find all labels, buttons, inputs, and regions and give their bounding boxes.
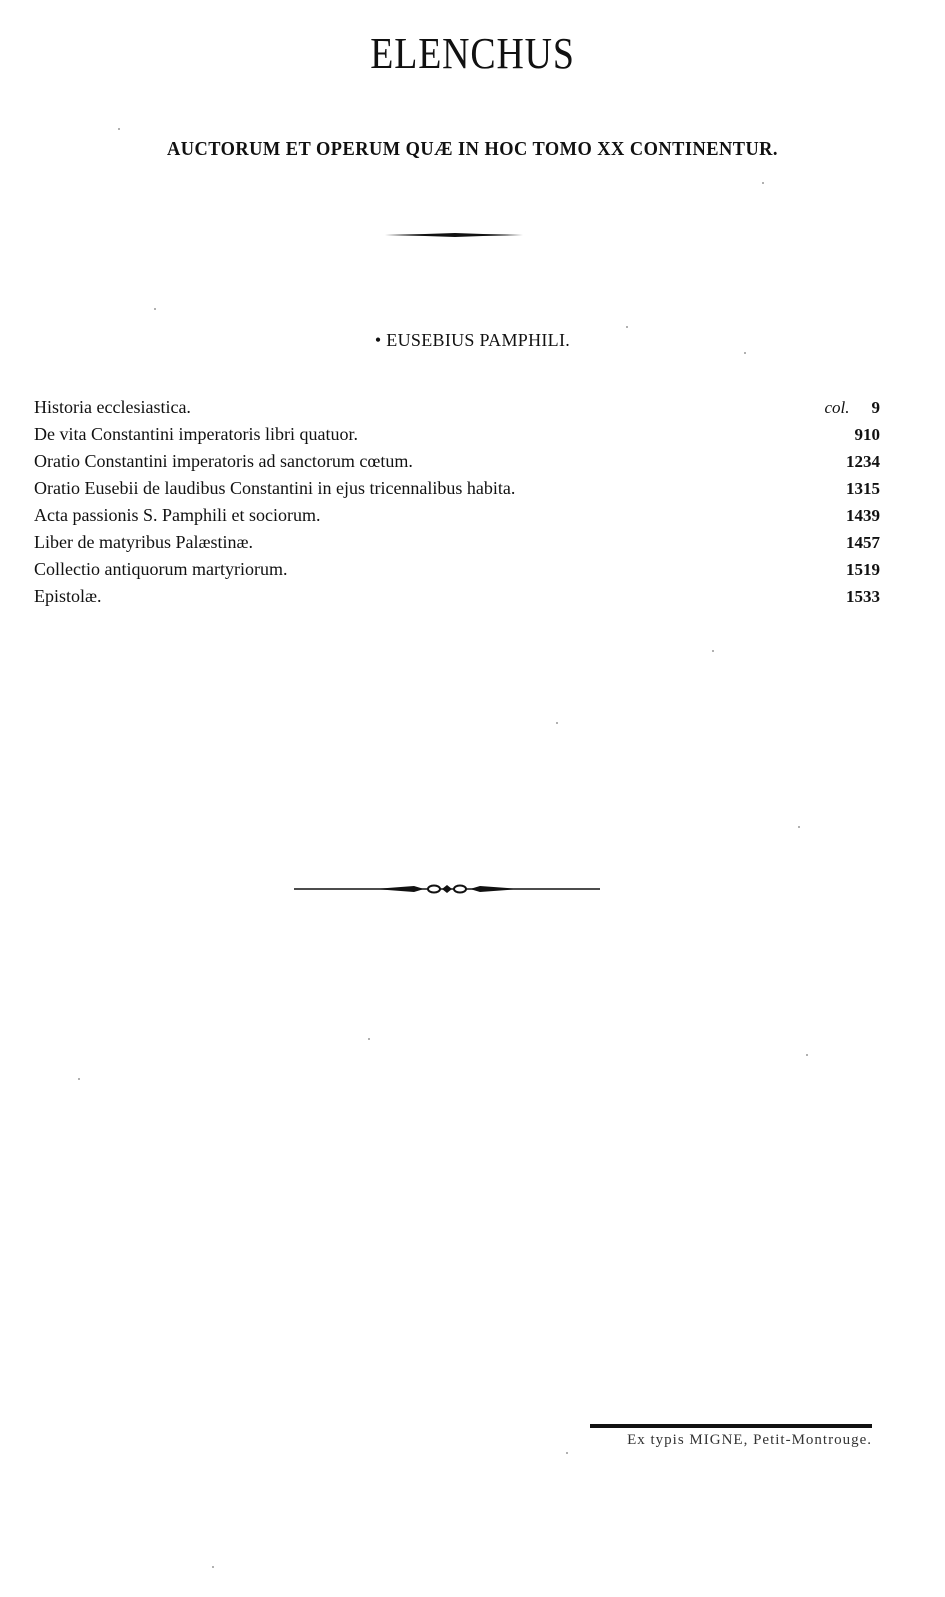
- toc-row: [34, 475, 880, 502]
- toc-title: Collectio antiquorum martyriorum.: [34, 559, 288, 579]
- toc-row: [34, 421, 880, 448]
- toc-column-number: 1533: [846, 587, 880, 606]
- paper-speck: [762, 182, 764, 184]
- toc-title: Epistolæ.: [34, 586, 102, 606]
- toc-column-number: 1234: [846, 452, 880, 471]
- paper-speck: [806, 1054, 808, 1056]
- imprint-rule: [590, 1424, 872, 1428]
- paper-speck: [556, 722, 558, 724]
- paper-speck: [78, 1078, 80, 1080]
- toc-title: Acta passionis S. Pamphili et sociorum.: [34, 505, 321, 525]
- ornamental-divider-icon: [294, 878, 600, 900]
- paper-speck: [154, 308, 156, 310]
- toc-row: [34, 529, 880, 556]
- toc-column-number: 1519: [846, 560, 880, 579]
- column-value: 9: [871, 398, 880, 417]
- page-subtitle: AUCTORUM ET OPERUM QUÆ IN HOC TOMO XX CONTINENTUR.: [167, 138, 778, 160]
- paper-speck: [744, 352, 746, 354]
- decorative-rule: [385, 228, 523, 242]
- toc-row: [34, 394, 880, 421]
- paper-speck: [368, 1038, 370, 1040]
- paper-speck: [626, 326, 628, 328]
- author-heading: • EUSEBIUS PAMPHILI.: [374, 330, 571, 350]
- toc-title: Liber de matyribus Palæstinæ.: [34, 532, 253, 552]
- toc-title: Oratio Constantini imperatoris ad sanctorum cœtum.: [34, 451, 413, 471]
- paper-speck: [118, 128, 120, 130]
- toc-title: Historia ecclesiastica.: [34, 397, 191, 417]
- paper-speck: [212, 1566, 214, 1568]
- table-of-contents: [34, 394, 880, 610]
- paper-speck: [712, 650, 714, 652]
- toc-row: [34, 448, 880, 475]
- toc-column-number: 1439: [846, 506, 880, 525]
- toc-row: [34, 556, 880, 583]
- toc-row: [34, 502, 880, 529]
- toc-column-number: 910: [854, 425, 880, 444]
- toc-title: De vita Constantini imperatoris libri quatuor.: [34, 424, 358, 444]
- toc-column-number: 1315: [846, 479, 880, 498]
- paper-speck: [566, 1452, 568, 1454]
- toc-row: [34, 583, 880, 610]
- col-abbreviation: col.: [824, 398, 850, 417]
- printer-imprint: Ex typis MIGNE, Petit-Montrouge.: [627, 1432, 872, 1448]
- page-title: ELENCHUS: [370, 29, 575, 78]
- paper-speck: [798, 826, 800, 828]
- toc-column-number: 1457: [846, 533, 880, 552]
- toc-column-number: [824, 394, 880, 421]
- toc-title: Oratio Eusebii de laudibus Constantini in ejus tricennalibus habita.: [34, 478, 516, 498]
